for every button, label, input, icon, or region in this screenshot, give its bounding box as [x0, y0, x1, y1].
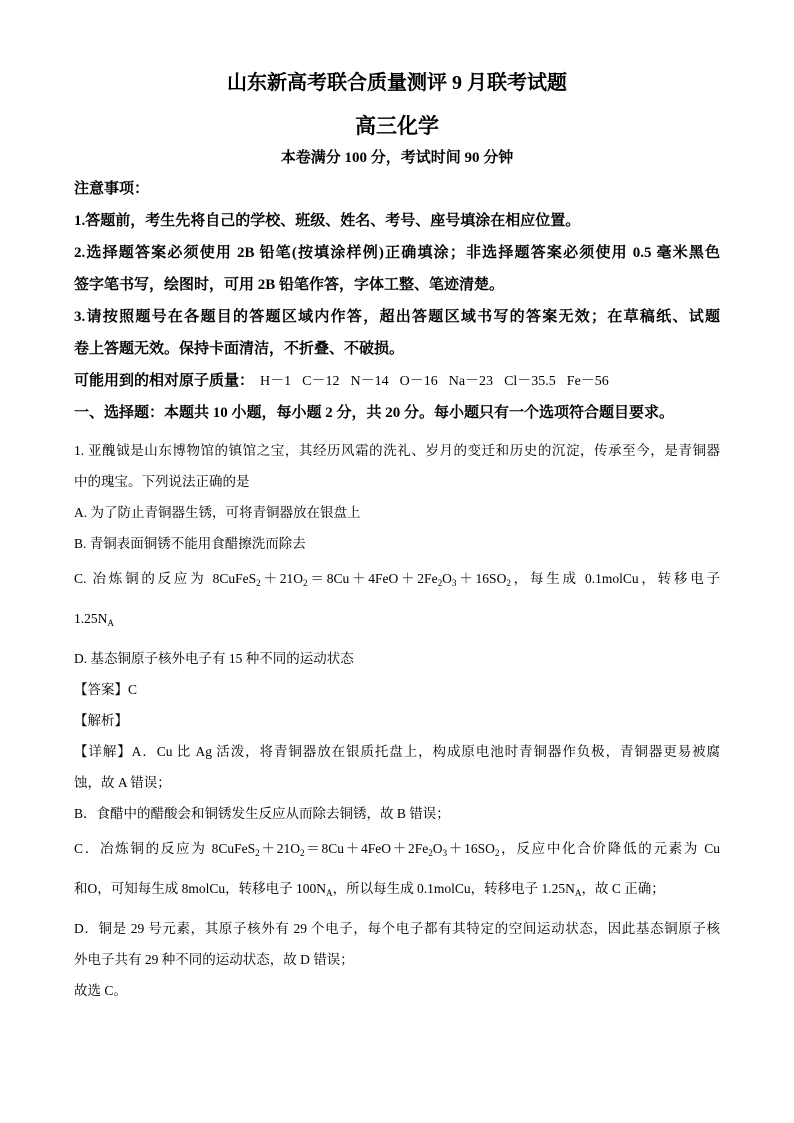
- notice-heading: 注意事项：: [74, 181, 150, 197]
- notice-section: [74, 173, 720, 365]
- option-d: D. 基态铜原子核外电子有 15 种不同的运动状态: [74, 651, 354, 666]
- notice-item-line: 签字笔书写，绘图时，可用 2B 铅笔作答，字体工整、笔迹清楚。: [74, 277, 505, 293]
- analysis-label: 【解析】: [74, 713, 128, 728]
- subject-title: 高三化学: [355, 114, 439, 138]
- atomic-mass-value: Na－23: [448, 374, 494, 389]
- question-stem-line: 中的瑰宝。下列说法正确的是: [74, 474, 250, 489]
- question-stem: [74, 435, 720, 497]
- subscript: A: [107, 617, 114, 628]
- explanation-line: 和O，可知每生成 8molCu，转移电子 $100N_A$，所以每生成 0.1molCu，转移电子 $1.25N_A$，故 C 正确；: [74, 881, 665, 898]
- explanation-d: [74, 913, 720, 975]
- notice-item-1: [74, 205, 720, 237]
- question-1: [74, 435, 720, 1006]
- option-a: A. 为了防止青铜器生锈，可将青铜器放在银盘上: [74, 505, 361, 520]
- subscript: 2: [437, 577, 443, 588]
- explanation-a: [74, 736, 720, 798]
- answer-line: 【答案】C: [74, 682, 138, 697]
- atomic-mass-value: Cl－35.5: [504, 374, 556, 389]
- explanation-line: 【详解】A．Cu 比 Ag 活泼，将青铜器放在银质托盘上，构成原电池时青铜器作负极，青铜器更易被腐: [74, 744, 720, 759]
- subscript: 2: [303, 577, 308, 588]
- section-heading: 一、选择题：本题共 10 小题，每小题 2 分，共 20 分。每小题只有一个选项符合题目要求。: [74, 405, 675, 421]
- explanation-line: C．冶炼铜的反应为 $8CuFeS_2+21O_2=8Cu+4FeO+2Fe_2O_3+16SO_2$，反应中化合价降低的元素为 Cu: [74, 841, 720, 858]
- explanation-line: 蚀，故 A 错误；: [74, 775, 171, 790]
- option-b: B. 青铜表面铜锈不能用食醋擦洗而除去: [74, 536, 306, 551]
- notice-item-line: 卷上答题无效。保持卡面清洁，不折叠、不破损。: [74, 341, 405, 357]
- notice-item-line: 2.选择题答案必须使用 2B 铅笔(按填涂样例)正确填涂；非选择题答案必须使用 0.5 毫米黑色: [74, 245, 720, 261]
- subscript: 2: [299, 847, 305, 858]
- atomic-mass-value: C－12: [302, 374, 340, 389]
- subscript: 2: [428, 847, 433, 858]
- notice-item-line: 3.请按照题号在各题目的答题区域内作答，超出答题区域书写的答案无效；在草稿纸、试题: [74, 309, 720, 325]
- explanation-c: [74, 829, 720, 909]
- subscript: 3: [442, 847, 448, 858]
- atomic-masses-values: [260, 366, 620, 398]
- option-c: [74, 559, 720, 639]
- explanation-line: D．铜是 29 号元素，其原子核外有 29 个电子，每个电子都有其特定的空间运动状态，因此基态铜原子核: [74, 921, 720, 936]
- notice-item-2: [74, 237, 720, 301]
- subscript: A: [326, 887, 333, 898]
- atomic-mass-value: Fe－56: [566, 374, 609, 389]
- subscript: 2: [494, 847, 500, 858]
- subscript: A: [574, 887, 582, 898]
- exam-info: 本卷满分 100 分，考试时间 90 分钟: [280, 150, 514, 166]
- notice-item-3: [74, 301, 720, 365]
- question-stem-line: 1. 亚醜钺是山东博物馆的镇馆之宝，其经历风霜的洗礼、岁月的变迁和历史的沉淀，传承至今，是青铜器: [74, 443, 720, 458]
- explanation-line: 外电子共有 29 种不同的运动状态，故 D 错误；: [74, 952, 354, 967]
- atomic-masses: [74, 365, 720, 397]
- atomic-mass-value: O－16: [399, 374, 438, 389]
- notice-item-line: 1.答题前，考生先将自己的学校、班级、姓名、考号、座号填涂在相应位置。: [74, 213, 581, 229]
- option-c-line: $1.25N_A$: [74, 611, 114, 628]
- conclusion-line: 故选 C。: [74, 983, 127, 998]
- subscript: 2: [256, 577, 261, 588]
- subscript: 3: [451, 577, 457, 588]
- subscript: 2: [506, 577, 511, 588]
- subscript: 2: [255, 847, 260, 858]
- atomic-mass-value: H－1: [260, 374, 292, 389]
- option-c-line: C. 冶炼铜的反应为 $8CuFeS_2+21O_2=8Cu+4FeO+2Fe_2O_3+16SO_2$，每生成 0.1molCu，转移电子: [74, 571, 720, 588]
- atomic-mass-value: N－14: [350, 374, 389, 389]
- atomic-masses-label: 可能用到的相对原子质量：: [74, 373, 255, 389]
- exam-title: 山东新高考联合质量测评 9 月联考试题: [227, 72, 567, 94]
- explanation-b: B．食醋中的醋酸会和铜锈发生反应从而除去铜锈，故 B 错误；: [74, 806, 450, 821]
